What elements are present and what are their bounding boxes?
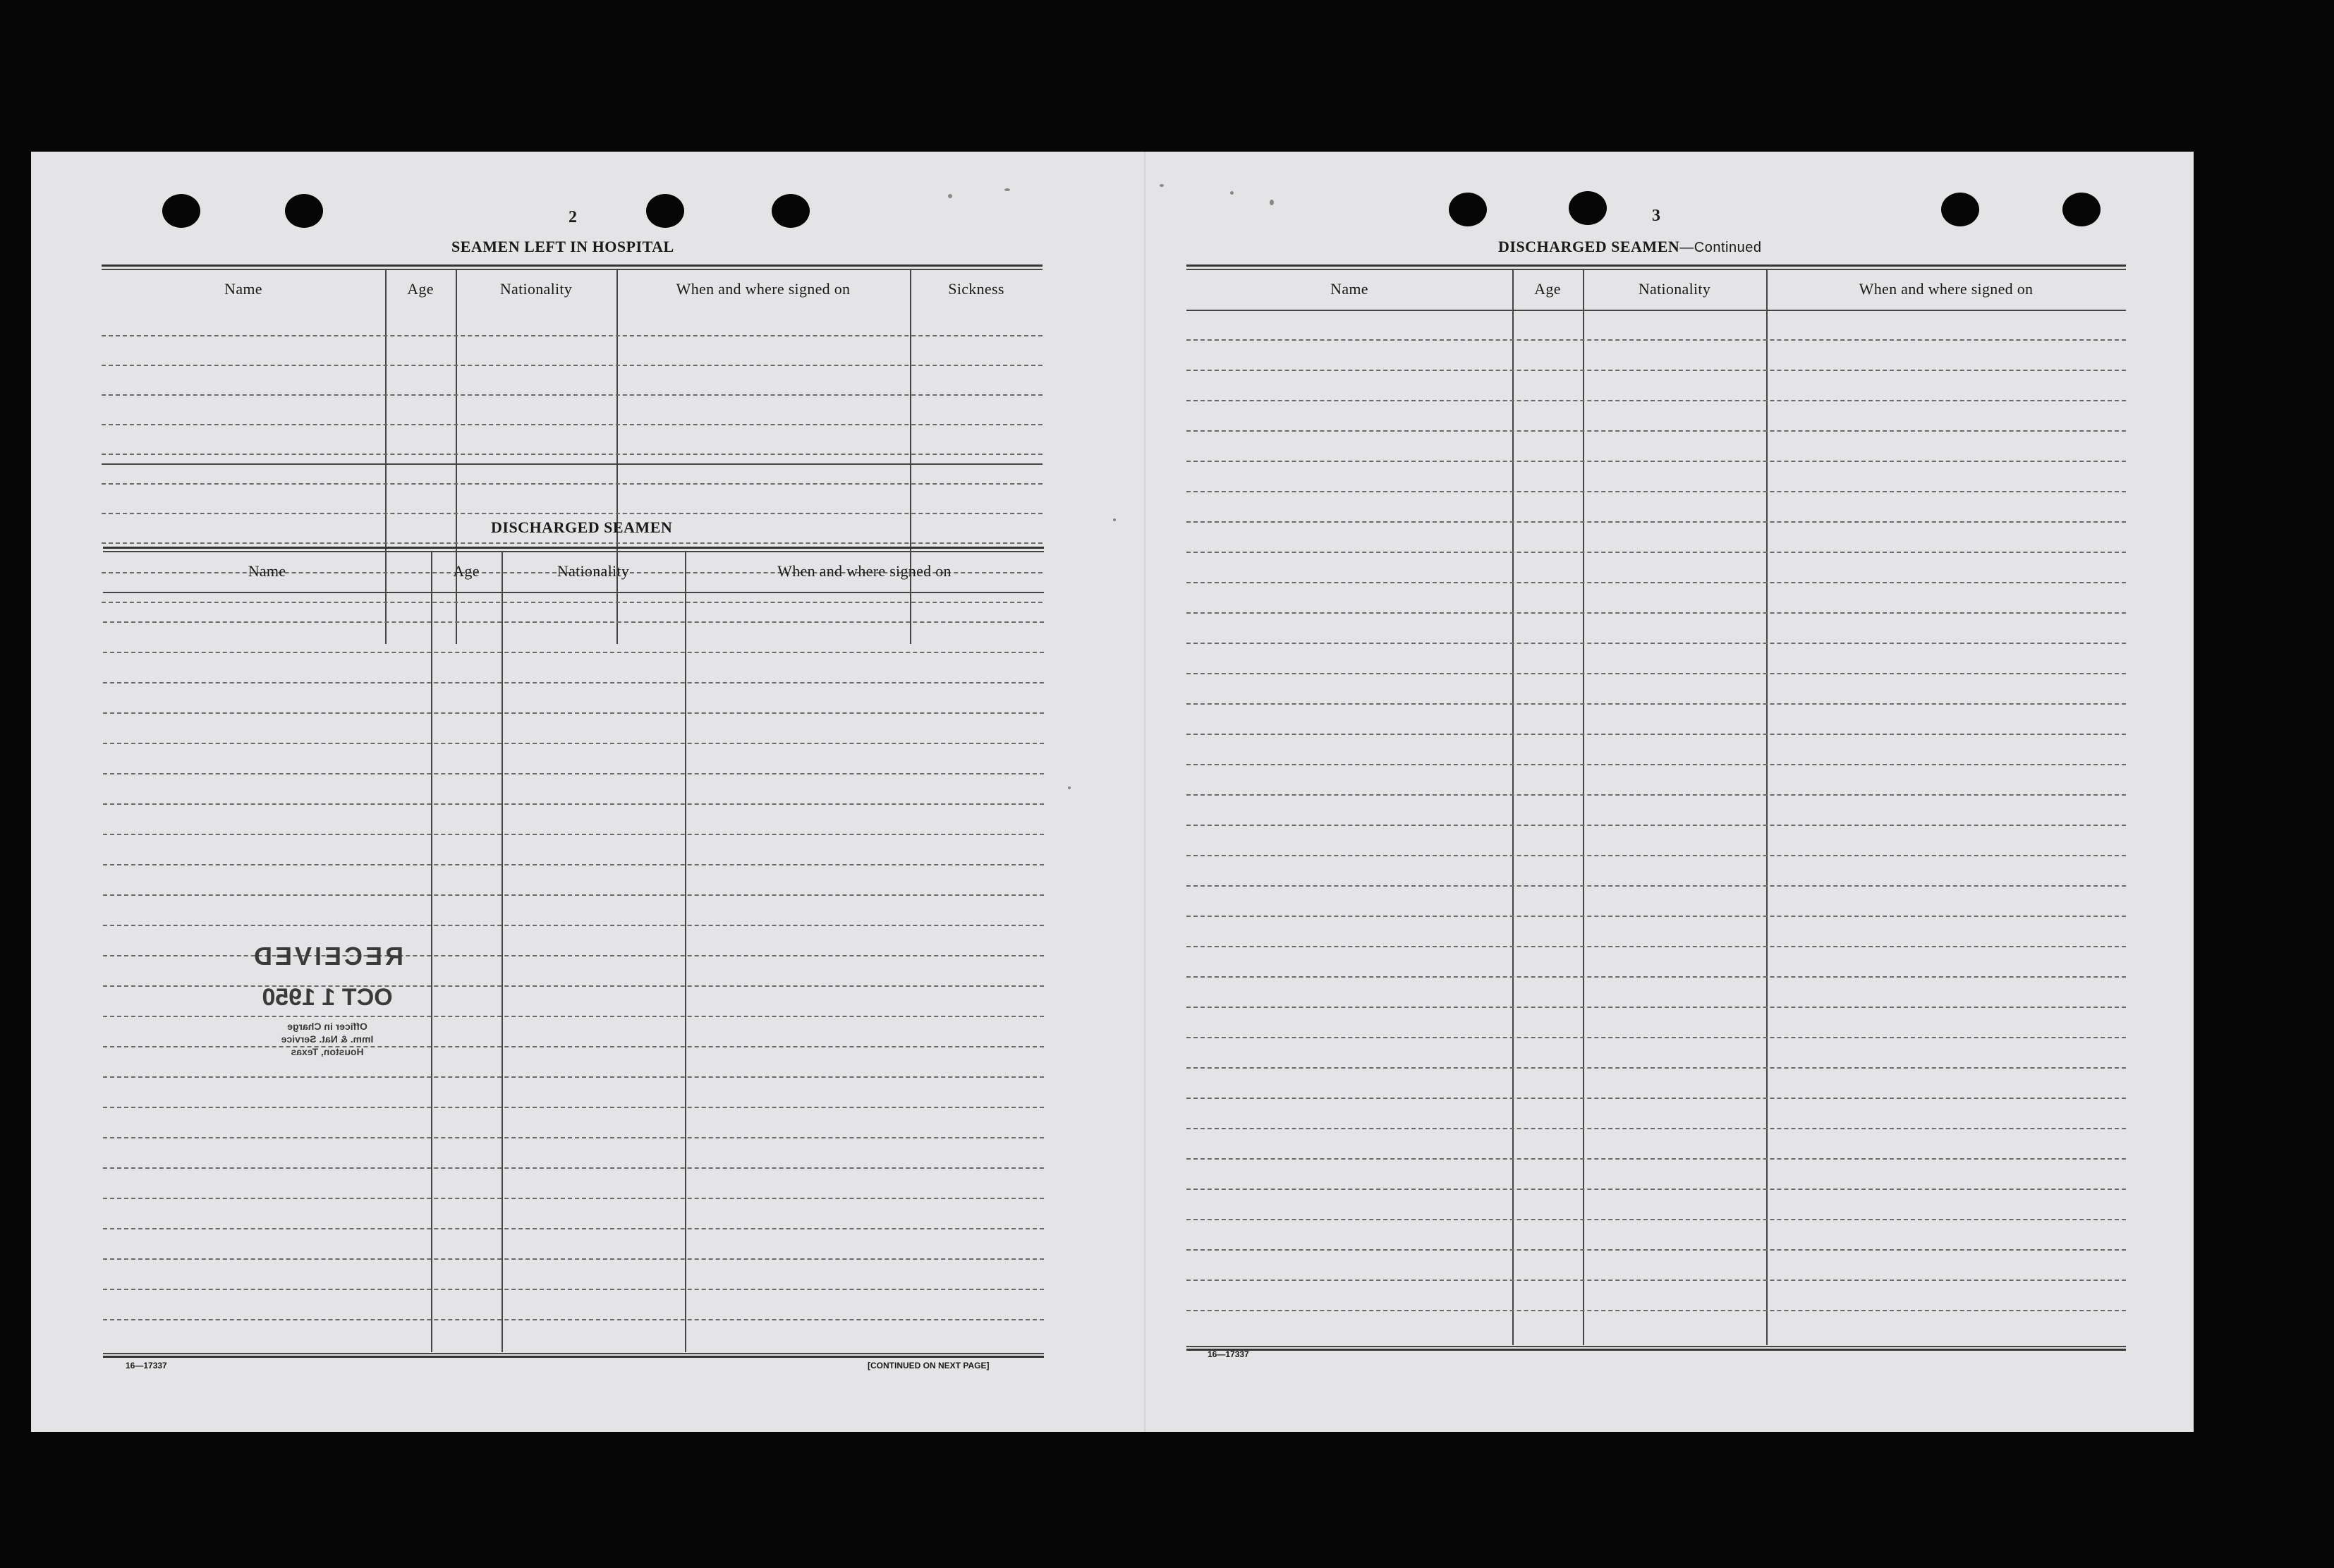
ruled-line bbox=[1186, 552, 2126, 553]
stamp-received: RECEIVED bbox=[251, 942, 404, 971]
ruled-line bbox=[103, 925, 1044, 926]
binder-hole bbox=[1941, 193, 1979, 226]
ruled-line bbox=[1186, 643, 2126, 644]
ruled-line bbox=[1186, 764, 2126, 765]
right-form-number: 16—17337 bbox=[1208, 1349, 1249, 1359]
ruled-line bbox=[1186, 794, 2126, 796]
ruled-line bbox=[102, 483, 1043, 485]
discharged-table-right bbox=[1186, 265, 2126, 1351]
ruled-line bbox=[1186, 1007, 2126, 1008]
left-page-number: 2 bbox=[569, 208, 577, 226]
table-rule-top bbox=[1186, 265, 2126, 270]
ruled-line bbox=[1186, 339, 2126, 341]
ruled-line bbox=[103, 1319, 1044, 1320]
ruled-line bbox=[1186, 1158, 2126, 1160]
ruled-line bbox=[1186, 916, 2126, 917]
table-rule-bottom bbox=[1186, 1346, 2126, 1351]
scan-speck bbox=[1068, 786, 1071, 789]
scan-speck bbox=[1004, 188, 1010, 191]
column-divider bbox=[502, 552, 503, 1352]
ruled-line bbox=[103, 743, 1044, 744]
ruled-line bbox=[103, 1107, 1044, 1108]
ruled-line bbox=[102, 335, 1043, 336]
header-rule bbox=[1186, 310, 2126, 311]
ruled-line bbox=[103, 1198, 1044, 1199]
binder-hole bbox=[1569, 191, 1607, 225]
ruled-line bbox=[103, 1167, 1044, 1169]
column-divider bbox=[685, 552, 686, 1352]
table-rule-top bbox=[102, 265, 1043, 270]
ruled-line bbox=[1186, 976, 2126, 978]
ruled-line bbox=[103, 803, 1044, 805]
document-sheet bbox=[31, 152, 2194, 1432]
ruled-line bbox=[1186, 1098, 2126, 1099]
scan-speck bbox=[948, 194, 952, 198]
col-header-signed-on: When and where signed on bbox=[777, 562, 952, 580]
col-header-nationality: Nationality bbox=[557, 562, 630, 580]
stamp-service: Imm. & Nat. Service bbox=[281, 1033, 374, 1045]
ruled-line bbox=[103, 864, 1044, 865]
scan-speck bbox=[1270, 200, 1274, 205]
ruled-line bbox=[103, 1137, 1044, 1138]
ruled-line bbox=[1186, 703, 2126, 705]
ruled-line bbox=[1186, 825, 2126, 826]
col-header-age: Age bbox=[407, 280, 434, 298]
ruled-line bbox=[102, 513, 1043, 514]
ruled-line bbox=[1186, 521, 2126, 523]
col-header-name: Name bbox=[248, 562, 286, 580]
ruled-line bbox=[1186, 734, 2126, 735]
col-header-signed-on: When and where signed on bbox=[1859, 280, 2034, 298]
ruled-line bbox=[1186, 673, 2126, 674]
col-header-name: Name bbox=[1330, 280, 1368, 298]
col-header-signed-on: When and where signed on bbox=[676, 280, 851, 298]
ruled-line bbox=[1186, 400, 2126, 401]
ruled-line bbox=[103, 834, 1044, 835]
ruled-line bbox=[1186, 946, 2126, 947]
ruled-line bbox=[103, 1289, 1044, 1290]
ruled-line bbox=[103, 1258, 1044, 1260]
col-header-age: Age bbox=[1534, 280, 1561, 298]
ruled-line bbox=[1186, 1249, 2126, 1251]
ruled-line bbox=[103, 652, 1044, 653]
ruled-line bbox=[1186, 1067, 2126, 1069]
ruled-line bbox=[103, 1076, 1044, 1078]
binder-hole bbox=[2062, 193, 2101, 226]
binder-hole bbox=[162, 194, 200, 228]
binder-hole bbox=[772, 194, 810, 228]
scan-speck bbox=[1160, 184, 1164, 187]
header-rule bbox=[102, 463, 1043, 465]
ruled-line bbox=[1186, 1310, 2126, 1311]
col-header-nationality: Nationality bbox=[1638, 280, 1711, 298]
ruled-line bbox=[1186, 1219, 2126, 1220]
stamp-location: Houston, Texas bbox=[291, 1046, 364, 1057]
ruled-line bbox=[1186, 885, 2126, 887]
scan-speck bbox=[1230, 191, 1234, 195]
ruled-line bbox=[102, 542, 1043, 544]
left-form-number: 16—17337 bbox=[126, 1361, 167, 1371]
ruled-line bbox=[103, 621, 1044, 623]
ruled-line bbox=[1186, 461, 2126, 462]
ruled-line bbox=[1186, 1037, 2126, 1038]
received-stamp bbox=[251, 942, 403, 1058]
ruled-line bbox=[1186, 612, 2126, 614]
right-section-title bbox=[1498, 238, 1761, 256]
right-title-continued: —Continued bbox=[1679, 240, 1762, 255]
binder-hole bbox=[1449, 193, 1487, 226]
ruled-line bbox=[102, 394, 1043, 396]
col-header-nationality: Nationality bbox=[499, 280, 573, 298]
right-title-main: DISCHARGED SEAMEN bbox=[1498, 238, 1680, 255]
stamp-officer: Officer in Charge bbox=[287, 1021, 367, 1032]
ruled-line bbox=[1186, 1189, 2126, 1190]
col-header-sickness: Sickness bbox=[948, 280, 1004, 298]
table-rule-top bbox=[103, 547, 1044, 552]
binder-hole bbox=[646, 194, 684, 228]
ruled-line bbox=[103, 1228, 1044, 1229]
stamp-date: OCT 1 1950 bbox=[262, 984, 393, 1011]
col-header-age: Age bbox=[453, 562, 480, 580]
right-page-number: 3 bbox=[1652, 207, 1660, 225]
ruled-line bbox=[1186, 1128, 2126, 1129]
discharged-section-title: DISCHARGED SEAMEN bbox=[491, 518, 673, 536]
ruled-line bbox=[103, 682, 1044, 683]
discharged-table-left bbox=[103, 547, 1044, 1358]
ruled-line bbox=[1186, 370, 2126, 371]
ruled-line bbox=[103, 985, 1044, 987]
ruled-line bbox=[1186, 491, 2126, 492]
ruled-line bbox=[1186, 1280, 2126, 1281]
table-rule-bottom bbox=[103, 1353, 1044, 1358]
ruled-line bbox=[102, 365, 1043, 366]
continued-note: [CONTINUED ON NEXT PAGE] bbox=[868, 1361, 990, 1371]
col-header-name: Name bbox=[224, 280, 262, 298]
ruled-line bbox=[1186, 855, 2126, 856]
page-fold bbox=[1144, 152, 1145, 1432]
ruled-line bbox=[103, 955, 1044, 956]
column-divider bbox=[431, 552, 432, 1352]
ruled-line bbox=[102, 424, 1043, 425]
header-rule bbox=[103, 592, 1044, 593]
ruled-line bbox=[103, 712, 1044, 714]
ruled-line bbox=[103, 773, 1044, 774]
binder-hole bbox=[285, 194, 323, 228]
ruled-line bbox=[1186, 430, 2126, 432]
hospital-section-title: SEAMEN LEFT IN HOSPITAL bbox=[451, 238, 674, 255]
ruled-line bbox=[1186, 582, 2126, 583]
ruled-line bbox=[103, 894, 1044, 896]
ruled-line bbox=[102, 454, 1043, 455]
ruled-line bbox=[103, 1046, 1044, 1047]
ruled-line bbox=[103, 1016, 1044, 1017]
scan-speck bbox=[1113, 518, 1116, 521]
